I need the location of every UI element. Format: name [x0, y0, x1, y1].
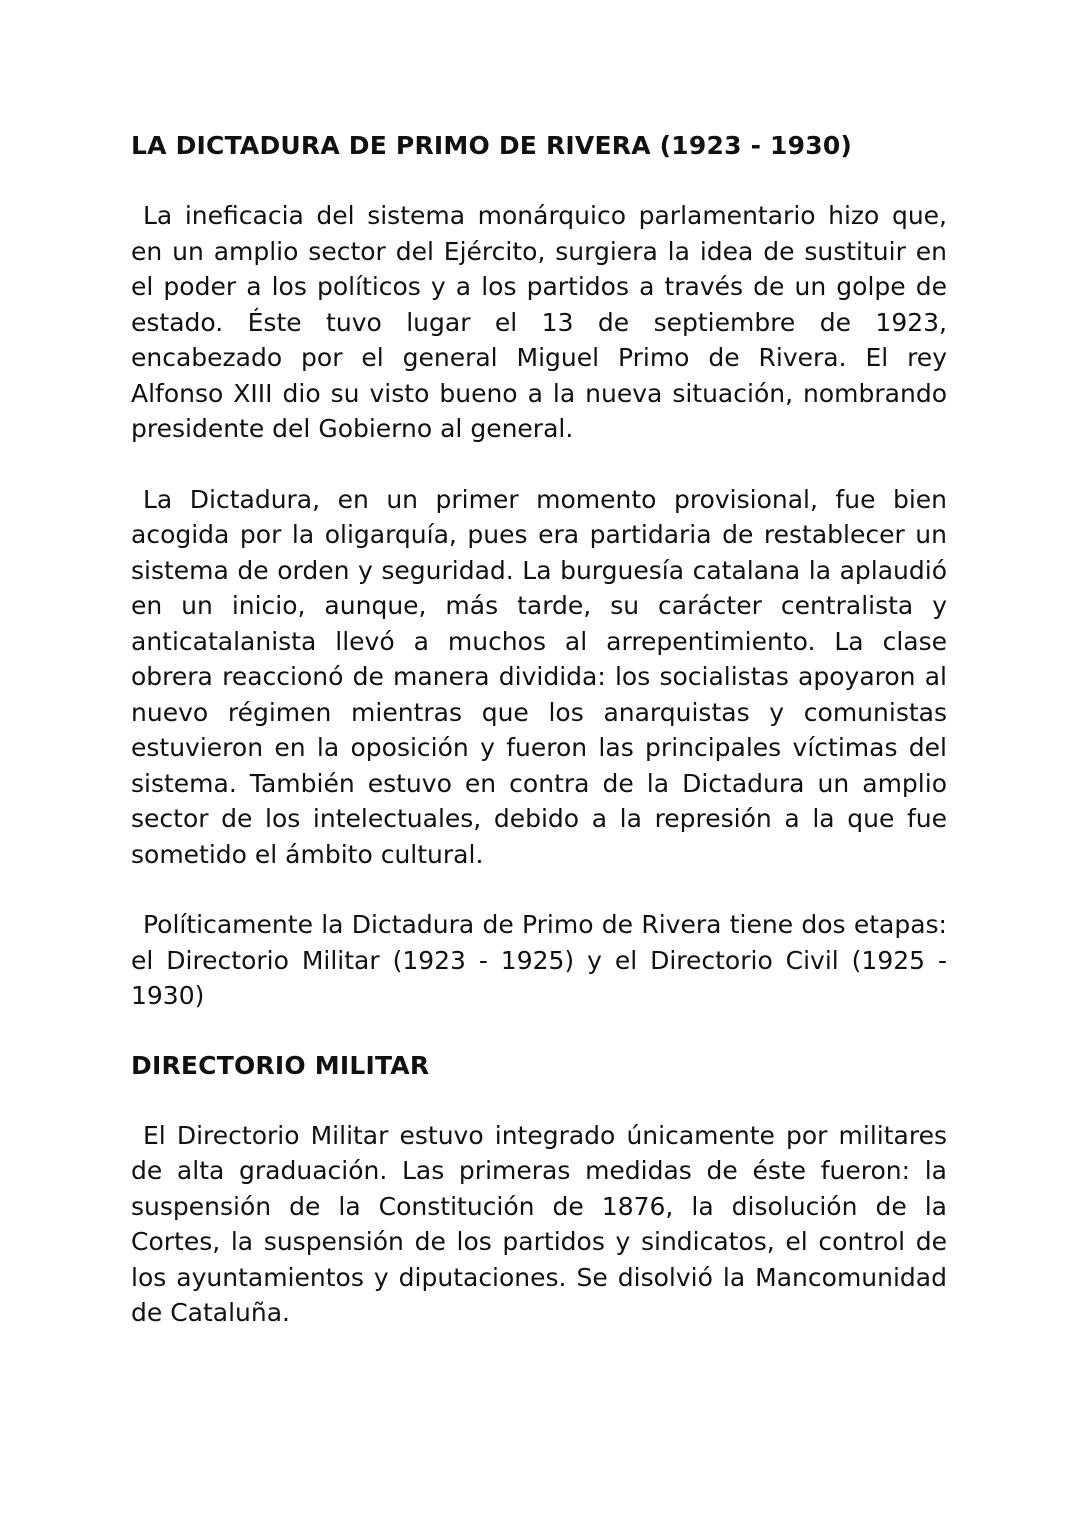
- paragraph-reception: La Dictadura, en un primer momento provisional, fue bien acogida por la oligarquía, pues era partidaria de restablecer un sistema de orden y seguridad. La burguesía catalana la aplaudió en un inicio, aunque, más tarde, su carácter centralista y anticatalanista llevó a muchos al arrepentimiento. La clase obrera reaccionó de manera dividida: los socialistas apoyaron al nuevo régimen mientras que los anarquistas y comunistas estuvieron en la oposición y fueron las principales víctimas del sistema. También estuvo en contra de la Dictadura un amplio sector de los intelectuales, debido a la represión a la que fue sometido el ámbito cultural.: [131, 484, 947, 869]
- paragraph-directorio-militar: El Directorio Militar estuvo integrado únicamente por militares de alta graduación. Las primeras medidas de éste fueron: la suspensión de la Constitución de 1876, la disolución de la Cortes, la suspensión de los partidos y sindicatos, el control de los ayuntamientos y diputaciones. Se disolvió la Mancomunidad de Cataluña.: [131, 1120, 947, 1327]
- paragraph-stages: Políticamente la Dictadura de Primo de Rivera tiene dos etapas: el Directorio Militar (1923 - 1925) y el Directorio Civil (1925 - 1930): [131, 910, 947, 1010]
- document-page: [131, 128, 947, 1331]
- section-heading-directorio-militar: DIRECTORIO MILITAR: [131, 1050, 430, 1080]
- document-title: LA DICTADURA DE PRIMO DE RIVERA (1923 - 1930): [131, 131, 853, 160]
- paragraph-intro: La ineficacia del sistema monárquico parlamentario hizo que, en un amplio sector del Ejército, surgiera la idea de sustituir en el poder a los políticos y a los partidos a través de un golpe de estado. Éste tuvo lugar el 13 de septiembre de 1923, encabezado por el general Miguel Primo de Rivera. El rey Alfonso XIII dio su visto bueno a la nueva situación, nombrando presidente del Gobierno al general.: [131, 201, 947, 443]
